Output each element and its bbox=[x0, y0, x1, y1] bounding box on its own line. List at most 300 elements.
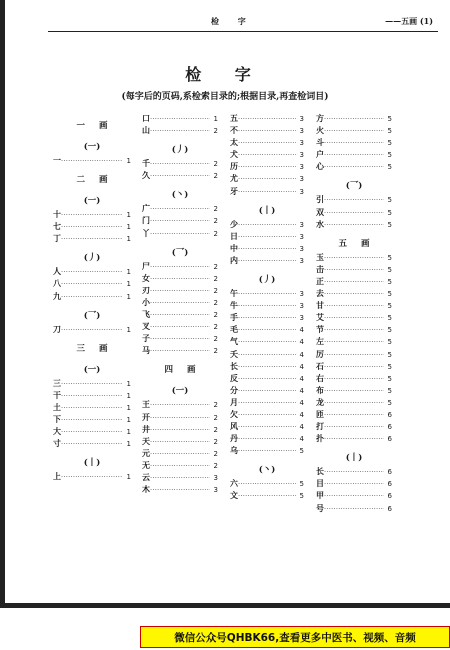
entry-character: 寸 bbox=[53, 438, 61, 449]
index-entry bbox=[230, 124, 304, 136]
entry-page-number: 4 bbox=[299, 362, 304, 371]
index-entry bbox=[53, 277, 131, 289]
entry-page-number: 5 bbox=[387, 338, 392, 347]
leader-dots bbox=[324, 409, 384, 421]
leader-dots bbox=[150, 333, 210, 345]
leader-dots bbox=[238, 445, 296, 457]
radical-heading: (丨) bbox=[345, 453, 363, 464]
radical-heading: (丨) bbox=[83, 458, 101, 469]
radical-heading: (丨) bbox=[258, 205, 276, 216]
index-entry bbox=[53, 265, 131, 277]
leader-dots bbox=[324, 252, 384, 264]
index-entry bbox=[230, 384, 304, 396]
entry-character: 大 bbox=[53, 426, 61, 437]
entry-character: 文 bbox=[230, 490, 238, 501]
leader-dots bbox=[324, 300, 384, 312]
entry-character: 木 bbox=[142, 484, 150, 495]
entry-page-number: 5 bbox=[387, 208, 392, 217]
entry-character: 天 bbox=[142, 435, 150, 446]
index-entry bbox=[316, 136, 392, 148]
leader-dots bbox=[150, 424, 210, 436]
page-title: 检 字 bbox=[185, 65, 265, 84]
index-entry bbox=[230, 408, 304, 420]
entry-page-number: 5 bbox=[299, 492, 304, 501]
entry-page-number: 5 bbox=[387, 253, 392, 262]
stroke-unit: 画 bbox=[361, 238, 370, 249]
index-entry bbox=[230, 254, 304, 266]
entry-character: 门 bbox=[142, 215, 150, 226]
entry-character: 乌 bbox=[230, 445, 238, 456]
entry-character: 不 bbox=[230, 125, 238, 136]
leader-dots bbox=[61, 324, 123, 336]
leader-dots bbox=[324, 161, 384, 173]
radical-heading: (乛) bbox=[171, 247, 189, 258]
entry-page-number: 3 bbox=[299, 139, 304, 148]
entry-character: 反 bbox=[230, 372, 238, 383]
entry-character: 左 bbox=[316, 336, 324, 347]
index-entry bbox=[316, 396, 392, 408]
index-entry bbox=[316, 263, 392, 275]
index-entry bbox=[53, 154, 131, 166]
index-entry bbox=[316, 372, 392, 384]
index-entry bbox=[230, 218, 304, 230]
stroke-heading bbox=[53, 340, 131, 356]
entry-page-number: 5 bbox=[387, 362, 392, 371]
entry-page-number: 3 bbox=[299, 175, 304, 184]
index-entry bbox=[316, 465, 392, 477]
entry-character: 三 bbox=[53, 377, 61, 388]
entry-page-number: 3 bbox=[299, 302, 304, 311]
index-entry bbox=[230, 335, 304, 347]
leader-dots bbox=[150, 273, 210, 285]
leader-dots bbox=[324, 421, 384, 433]
entry-page-number: 1 bbox=[126, 440, 131, 449]
index-entry bbox=[230, 432, 304, 444]
leader-dots bbox=[238, 125, 296, 137]
entry-character: 户 bbox=[316, 149, 324, 160]
entry-group bbox=[53, 265, 131, 301]
index-entry bbox=[316, 311, 392, 323]
stroke-unit: 画 bbox=[187, 365, 196, 376]
entry-page-number: 5 bbox=[387, 196, 392, 205]
index-entry bbox=[142, 308, 218, 320]
entry-page-number: 3 bbox=[299, 314, 304, 323]
leader-dots bbox=[324, 349, 384, 361]
leader-dots bbox=[61, 471, 123, 483]
header-rule bbox=[48, 31, 438, 32]
entry-character: 飞 bbox=[142, 309, 150, 320]
leader-dots bbox=[150, 261, 210, 273]
leader-dots bbox=[238, 397, 296, 409]
index-entry bbox=[142, 483, 218, 495]
entry-group bbox=[316, 112, 392, 172]
entry-page-number: 1 bbox=[126, 325, 131, 334]
entry-page-number: 1 bbox=[213, 115, 218, 123]
entry-character: 击 bbox=[316, 263, 324, 274]
index-entry bbox=[53, 232, 131, 244]
leader-dots bbox=[150, 460, 210, 472]
entry-page-number: 6 bbox=[387, 468, 392, 477]
entry-character: 开 bbox=[142, 411, 150, 422]
entry-character: 历 bbox=[230, 161, 238, 172]
leader-dots bbox=[150, 113, 210, 125]
leader-dots bbox=[324, 361, 384, 373]
index-entry bbox=[142, 284, 218, 296]
entry-character: 口 bbox=[142, 113, 150, 123]
index-entry bbox=[316, 193, 392, 205]
entry-character: 右 bbox=[316, 372, 324, 383]
entry-group bbox=[230, 112, 304, 197]
index-entry bbox=[142, 260, 218, 272]
entry-character: 广 bbox=[142, 203, 150, 214]
entry-character: 心 bbox=[316, 161, 324, 172]
leader-dots bbox=[238, 243, 296, 255]
entry-character: 气 bbox=[230, 336, 238, 347]
entry-page-number: 3 bbox=[299, 115, 304, 123]
page-subtitle: (每字后的页码,系检索目录的;根据目录,再查检词目) bbox=[121, 92, 329, 102]
entry-group bbox=[53, 208, 131, 244]
index-entry bbox=[230, 420, 304, 432]
leader-dots bbox=[324, 288, 384, 300]
index-entry bbox=[230, 396, 304, 408]
leader-dots bbox=[238, 288, 296, 300]
entry-page-number: 4 bbox=[299, 338, 304, 347]
leader-dots bbox=[238, 409, 296, 421]
entry-page-number: 2 bbox=[213, 274, 218, 283]
entry-page-number: 1 bbox=[126, 403, 131, 412]
index-entry bbox=[142, 447, 218, 459]
leader-dots bbox=[324, 207, 384, 219]
entry-page-number: 2 bbox=[213, 205, 218, 214]
entry-page-number: 1 bbox=[126, 379, 131, 388]
entry-page-number: 3 bbox=[299, 290, 304, 299]
entry-page-number: 1 bbox=[126, 280, 131, 289]
entry-page-number: 2 bbox=[213, 298, 218, 307]
leader-dots bbox=[324, 373, 384, 385]
leader-dots bbox=[150, 125, 210, 137]
leader-dots bbox=[150, 309, 210, 321]
leader-dots bbox=[61, 390, 123, 402]
entry-page-number: 5 bbox=[387, 151, 392, 160]
entry-character: 犬 bbox=[230, 149, 238, 160]
leader-dots bbox=[150, 203, 210, 215]
entry-page-number: 6 bbox=[387, 410, 392, 419]
entry-page-number: 4 bbox=[299, 350, 304, 359]
entry-page-number: 2 bbox=[213, 413, 218, 422]
radical-heading: (一) bbox=[171, 386, 189, 397]
entry-character: 土 bbox=[53, 401, 61, 412]
entry-character: 厉 bbox=[316, 348, 324, 359]
entry-character: 引 bbox=[316, 194, 324, 205]
leader-dots bbox=[238, 255, 296, 267]
index-entry bbox=[142, 471, 218, 483]
entry-character: 欠 bbox=[230, 408, 238, 419]
entry-page-number: 4 bbox=[299, 326, 304, 335]
entry-character: 风 bbox=[230, 421, 238, 432]
leader-dots bbox=[324, 397, 384, 409]
entry-character: 火 bbox=[316, 125, 324, 136]
entry-character: 千 bbox=[142, 158, 150, 169]
entry-group bbox=[230, 218, 304, 266]
index-entry bbox=[230, 185, 304, 197]
entry-character: 叉 bbox=[142, 321, 150, 332]
index-entry bbox=[316, 160, 392, 172]
entry-page-number: 1 bbox=[126, 391, 131, 400]
leader-dots bbox=[324, 276, 384, 288]
entry-page-number: 5 bbox=[387, 326, 392, 335]
leader-dots bbox=[150, 399, 210, 411]
entry-character: 石 bbox=[316, 360, 324, 371]
entry-page-number: 2 bbox=[213, 323, 218, 332]
index-entry bbox=[53, 437, 131, 449]
entry-character: 打 bbox=[316, 421, 324, 432]
leader-dots bbox=[238, 231, 296, 243]
index-entry bbox=[230, 242, 304, 254]
leader-dots bbox=[238, 312, 296, 324]
entry-page-number: 5 bbox=[387, 398, 392, 407]
leader-dots bbox=[150, 170, 210, 182]
entry-page-number: 5 bbox=[299, 480, 304, 489]
entry-page-number: 3 bbox=[299, 244, 304, 253]
entry-group bbox=[142, 260, 218, 357]
index-entry bbox=[316, 206, 392, 218]
index-entry bbox=[316, 335, 392, 347]
radical-heading: (一) bbox=[83, 364, 101, 375]
entry-character: 元 bbox=[142, 447, 150, 458]
entry-character: 人 bbox=[53, 266, 61, 277]
entry-group bbox=[230, 477, 304, 501]
index-entry bbox=[316, 489, 392, 501]
entry-character: 布 bbox=[316, 384, 324, 395]
entry-character: 艾 bbox=[316, 312, 324, 323]
index-entry bbox=[230, 172, 304, 184]
leader-dots bbox=[61, 438, 123, 450]
index-entry bbox=[316, 251, 392, 263]
leader-dots bbox=[61, 221, 123, 233]
leader-dots bbox=[324, 137, 384, 149]
index-entry bbox=[316, 124, 392, 136]
index-entry bbox=[316, 218, 392, 230]
index-column-2 bbox=[142, 112, 218, 495]
entry-page-number: 2 bbox=[213, 449, 218, 458]
entry-page-number: 3 bbox=[299, 187, 304, 196]
leader-dots bbox=[238, 149, 296, 161]
entry-group bbox=[142, 202, 218, 238]
bottom-rule bbox=[0, 603, 450, 608]
entry-page-number: 3 bbox=[299, 220, 304, 229]
index-entry bbox=[142, 435, 218, 447]
index-entry bbox=[230, 348, 304, 360]
entry-page-number: 2 bbox=[213, 347, 218, 356]
leader-dots bbox=[238, 113, 296, 125]
index-entry bbox=[142, 344, 218, 356]
index-entry bbox=[316, 148, 392, 160]
leader-dots bbox=[61, 414, 123, 426]
leader-dots bbox=[324, 503, 384, 515]
stroke-count: 二 bbox=[76, 175, 85, 186]
leader-dots bbox=[324, 385, 384, 397]
index-entry bbox=[230, 136, 304, 148]
leader-dots bbox=[150, 297, 210, 309]
radical-heading: (丶) bbox=[258, 465, 276, 476]
entry-page-number: 4 bbox=[299, 374, 304, 383]
leader-dots bbox=[150, 448, 210, 460]
index-entry bbox=[230, 372, 304, 384]
entry-page-number: 4 bbox=[299, 423, 304, 432]
entry-character: 山 bbox=[142, 125, 150, 136]
entry-group bbox=[53, 154, 131, 166]
index-column-4 bbox=[316, 112, 392, 514]
entry-page-number: 5 bbox=[387, 139, 392, 148]
stroke-heading bbox=[142, 361, 218, 377]
entry-page-number: 2 bbox=[213, 311, 218, 320]
index-entry bbox=[142, 124, 218, 136]
entry-page-number: 5 bbox=[387, 302, 392, 311]
leader-dots bbox=[150, 472, 210, 484]
running-header-page: ——五画 (1) bbox=[385, 16, 433, 26]
entry-page-number: 3 bbox=[299, 163, 304, 172]
watermark-banner: 微信公众号QHBK66,查看更多中医书、视频、音频 bbox=[140, 626, 450, 648]
index-entry bbox=[53, 208, 131, 220]
entry-group bbox=[230, 287, 304, 456]
entry-character: 子 bbox=[142, 333, 150, 344]
entry-page-number: 5 bbox=[387, 163, 392, 172]
leader-dots bbox=[150, 158, 210, 170]
leader-dots bbox=[61, 155, 123, 167]
entry-page-number: 4 bbox=[299, 398, 304, 407]
entry-character: 目 bbox=[316, 478, 324, 489]
entry-character: 九 bbox=[53, 290, 61, 301]
entry-page-number: 2 bbox=[213, 127, 218, 136]
index-entry bbox=[53, 377, 131, 389]
entry-character: 井 bbox=[142, 423, 150, 434]
entry-page-number: 6 bbox=[387, 423, 392, 432]
index-entry bbox=[316, 408, 392, 420]
index-entry bbox=[230, 160, 304, 172]
radical-heading: (一) bbox=[83, 196, 101, 207]
entry-character: 去 bbox=[316, 288, 324, 299]
entry-character: 内 bbox=[230, 254, 238, 265]
index-entry bbox=[316, 360, 392, 372]
radical-heading: (丿) bbox=[171, 145, 189, 156]
leader-dots bbox=[150, 285, 210, 297]
leader-dots bbox=[61, 402, 123, 414]
leader-dots bbox=[238, 433, 296, 445]
index-entry bbox=[53, 470, 131, 482]
radical-heading: (丿) bbox=[258, 275, 276, 286]
entry-character: 分 bbox=[230, 384, 238, 395]
entry-page-number: 1 bbox=[126, 211, 131, 220]
leader-dots bbox=[238, 324, 296, 336]
stroke-count: 三 bbox=[76, 343, 85, 354]
entry-character: 甲 bbox=[316, 490, 324, 501]
entry-page-number: 1 bbox=[126, 416, 131, 425]
entry-page-number: 5 bbox=[387, 127, 392, 136]
entry-character: 刃 bbox=[142, 284, 150, 295]
leader-dots bbox=[324, 490, 384, 502]
entry-page-number: 6 bbox=[387, 480, 392, 489]
entry-character: 甘 bbox=[316, 300, 324, 311]
index-entry bbox=[142, 272, 218, 284]
entry-character: 长 bbox=[316, 466, 324, 477]
entry-page-number: 1 bbox=[126, 223, 131, 232]
index-entry bbox=[230, 360, 304, 372]
leader-dots bbox=[238, 219, 296, 231]
entry-page-number: 2 bbox=[213, 401, 218, 410]
entry-character: 毛 bbox=[230, 324, 238, 335]
entry-character: 干 bbox=[53, 389, 61, 400]
index-entry bbox=[316, 384, 392, 396]
index-entry bbox=[53, 389, 131, 401]
entry-page-number: 5 bbox=[387, 220, 392, 229]
leader-dots bbox=[324, 466, 384, 478]
entry-page-number: 3 bbox=[299, 127, 304, 136]
index-entry bbox=[142, 320, 218, 332]
entry-page-number: 5 bbox=[387, 290, 392, 299]
index-entry bbox=[316, 287, 392, 299]
index-entry bbox=[142, 423, 218, 435]
leader-dots bbox=[324, 324, 384, 336]
entry-character: 月 bbox=[230, 396, 238, 407]
index-entry bbox=[316, 299, 392, 311]
radical-heading: (乛) bbox=[83, 310, 101, 321]
leader-dots bbox=[324, 113, 384, 125]
stroke-count: 五 bbox=[338, 238, 347, 249]
leader-dots bbox=[324, 312, 384, 324]
entry-page-number: 1 bbox=[126, 268, 131, 277]
entry-page-number: 2 bbox=[213, 286, 218, 295]
entry-character: 丫 bbox=[142, 227, 150, 238]
leader-dots bbox=[238, 349, 296, 361]
index-entry bbox=[142, 398, 218, 410]
index-entry bbox=[316, 420, 392, 432]
entry-group bbox=[142, 112, 218, 136]
entry-character: 正 bbox=[316, 275, 324, 286]
entry-character: 夭 bbox=[230, 348, 238, 359]
entry-character: 丹 bbox=[230, 433, 238, 444]
index-entry bbox=[230, 323, 304, 335]
leader-dots bbox=[238, 373, 296, 385]
index-entry bbox=[142, 459, 218, 471]
index-column-3 bbox=[230, 112, 304, 502]
leader-dots bbox=[238, 173, 296, 185]
entry-character: 午 bbox=[230, 288, 238, 299]
leader-dots bbox=[238, 421, 296, 433]
entry-character: 手 bbox=[230, 312, 238, 323]
entry-page-number: 2 bbox=[213, 172, 218, 181]
entry-page-number: 6 bbox=[387, 492, 392, 501]
entry-character: 丁 bbox=[53, 233, 61, 244]
entry-page-number: 5 bbox=[387, 115, 392, 123]
leader-dots bbox=[61, 426, 123, 438]
leader-dots bbox=[238, 300, 296, 312]
entry-group bbox=[53, 377, 131, 450]
leader-dots bbox=[324, 478, 384, 490]
leader-dots bbox=[150, 484, 210, 496]
leader-dots bbox=[61, 278, 123, 290]
leader-dots bbox=[61, 266, 123, 278]
index-entry bbox=[316, 112, 392, 124]
index-entry bbox=[316, 323, 392, 335]
entry-page-number: 1 bbox=[126, 473, 131, 482]
entry-group bbox=[142, 157, 218, 181]
entry-character: 六 bbox=[230, 478, 238, 489]
index-entry bbox=[230, 148, 304, 160]
entry-page-number: 4 bbox=[299, 386, 304, 395]
leader-dots bbox=[324, 433, 384, 445]
index-entry bbox=[316, 477, 392, 489]
entry-character: 久 bbox=[142, 170, 150, 181]
